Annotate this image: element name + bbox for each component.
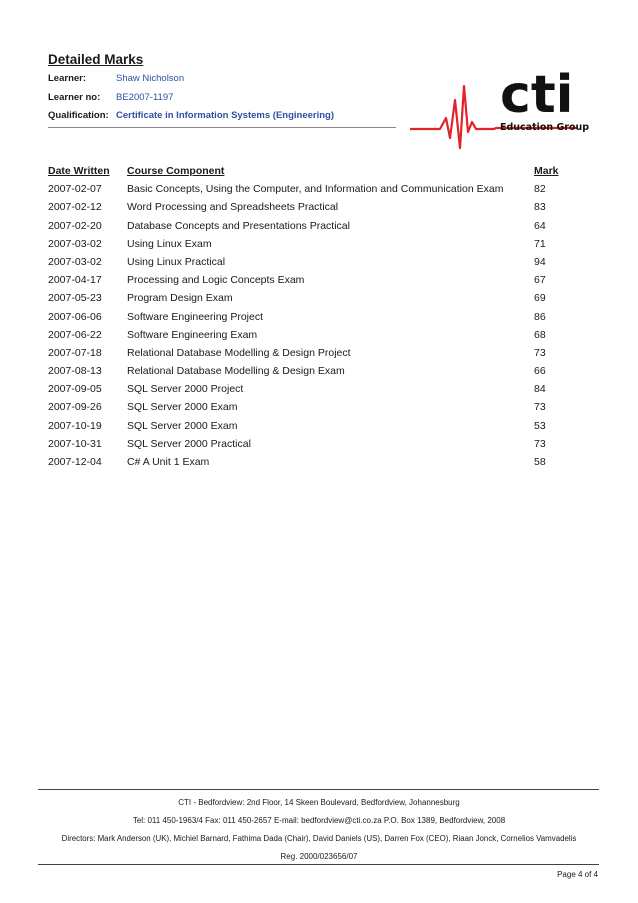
logo-wordmark: cti	[500, 65, 574, 125]
table-row	[48, 435, 568, 453]
component-cell: Database Concepts and Presentations Practical	[127, 219, 350, 232]
date-column-header: Date Written	[48, 165, 110, 177]
mark-cell: 71	[534, 237, 546, 250]
page-title: Detailed Marks	[48, 52, 144, 67]
component-cell: Relational Database Modelling & Design Project	[127, 346, 351, 359]
mark-cell: 83	[534, 201, 546, 214]
table-row	[48, 398, 568, 416]
date-cell: 2007-10-31	[48, 437, 102, 450]
component-cell: SQL Server 2000 Practical	[127, 437, 251, 450]
mark-cell: 67	[534, 274, 546, 287]
mark-cell: 73	[534, 401, 546, 414]
table-row	[48, 271, 568, 289]
date-cell: 2007-09-05	[48, 383, 102, 396]
mark-cell: 69	[534, 292, 546, 305]
mark-column-header: Mark	[534, 165, 559, 177]
footer-divider-bottom	[38, 864, 599, 865]
component-cell: SQL Server 2000 Exam	[127, 419, 238, 432]
table-row	[48, 235, 568, 253]
qualification-label: Qualification:	[48, 110, 109, 121]
mark-cell: 82	[534, 183, 546, 196]
component-cell: Software Engineering Project	[127, 310, 263, 323]
mark-cell: 53	[534, 419, 546, 432]
component-cell: Relational Database Modelling & Design Exam	[127, 365, 345, 378]
mark-cell: 94	[534, 255, 546, 268]
page-number: Page 4 of 4	[557, 870, 598, 879]
table-row	[48, 453, 568, 471]
date-cell: 2007-09-26	[48, 401, 102, 414]
date-cell: 2007-06-06	[48, 310, 102, 323]
date-cell: 2007-02-12	[48, 201, 102, 214]
date-cell: 2007-02-07	[48, 183, 102, 196]
table-row	[48, 308, 568, 326]
date-cell: 2007-03-02	[48, 255, 102, 268]
date-cell: 2007-10-19	[48, 419, 102, 432]
table-row	[48, 380, 568, 398]
cti-logo	[408, 58, 608, 150]
date-cell: 2007-02-20	[48, 219, 102, 232]
mark-cell: 84	[534, 383, 546, 396]
mark-cell: 73	[534, 437, 546, 450]
mark-cell: 64	[534, 219, 546, 232]
footer-divider-top	[38, 789, 599, 790]
component-cell: SQL Server 2000 Project	[127, 383, 244, 396]
table-row	[48, 362, 568, 380]
date-cell: 2007-05-23	[48, 292, 102, 305]
learner-value: Shaw Nicholson	[116, 73, 185, 84]
learner-label: Learner:	[48, 73, 87, 84]
component-cell: Program Design Exam	[127, 292, 233, 305]
learner-no-value: BE2007-1197	[116, 92, 174, 103]
logo-subtitle: Education Group	[500, 122, 590, 133]
component-cell: C# A Unit 1 Exam	[127, 456, 210, 468]
header-divider	[48, 127, 396, 128]
mark-cell: 66	[534, 365, 546, 378]
footer-directors: Directors: Mark Anderson (UK), Michiel Barnard, Fathima Dada (Chair), David Daniels (US), Darren Fox (CEO), Riaan Jonck, Cornelios Vamvadelis	[61, 834, 577, 843]
footer-contact: Tel: 011 450-1963/4 Fax: 011 450-2657 E-mail: bedfordview@cti.co.za P.O. Box 1389, Bedfordview, 2008	[132, 816, 506, 825]
component-cell: Basic Concepts, Using the Computer, and Information and Communication Exam	[127, 183, 504, 196]
table-header	[48, 162, 568, 180]
learner-no-label: Learner no:	[48, 92, 101, 103]
qualification-value: Certificate in Information Systems (Engineering)	[116, 110, 335, 121]
footer-registration: Reg. 2000/023656/07	[280, 852, 358, 861]
mark-cell: 68	[534, 328, 546, 341]
footer-address: CTI - Bedfordview: 2nd Floor, 14 Skeen Boulevard, Bedfordview, Johannesburg	[178, 798, 460, 807]
table-row	[48, 253, 568, 271]
mark-cell: 86	[534, 310, 546, 323]
table-row	[48, 417, 568, 435]
table-row	[48, 180, 568, 198]
component-cell: Using Linux Practical	[127, 255, 226, 268]
mark-cell: 73	[534, 346, 546, 359]
table-row	[48, 217, 568, 235]
table-row	[48, 344, 568, 362]
component-column-header: Course Component	[127, 165, 225, 177]
marks-table	[48, 162, 568, 471]
table-row	[48, 198, 568, 216]
component-cell: Word Processing and Spreadsheets Practical	[127, 201, 339, 214]
date-cell: 2007-04-17	[48, 274, 102, 287]
component-cell: Software Engineering Exam	[127, 328, 258, 341]
date-cell: 2007-08-13	[48, 365, 102, 378]
table-row	[48, 326, 568, 344]
table-row	[48, 289, 568, 307]
date-cell: 2007-06-22	[48, 328, 102, 341]
component-cell: SQL Server 2000 Exam	[127, 401, 238, 414]
mark-cell: 58	[534, 456, 546, 468]
component-cell: Processing and Logic Concepts Exam	[127, 274, 305, 287]
date-cell: 2007-12-04	[48, 456, 102, 468]
component-cell: Using Linux Exam	[127, 237, 212, 250]
date-cell: 2007-07-18	[48, 346, 102, 359]
date-cell: 2007-03-02	[48, 237, 102, 250]
